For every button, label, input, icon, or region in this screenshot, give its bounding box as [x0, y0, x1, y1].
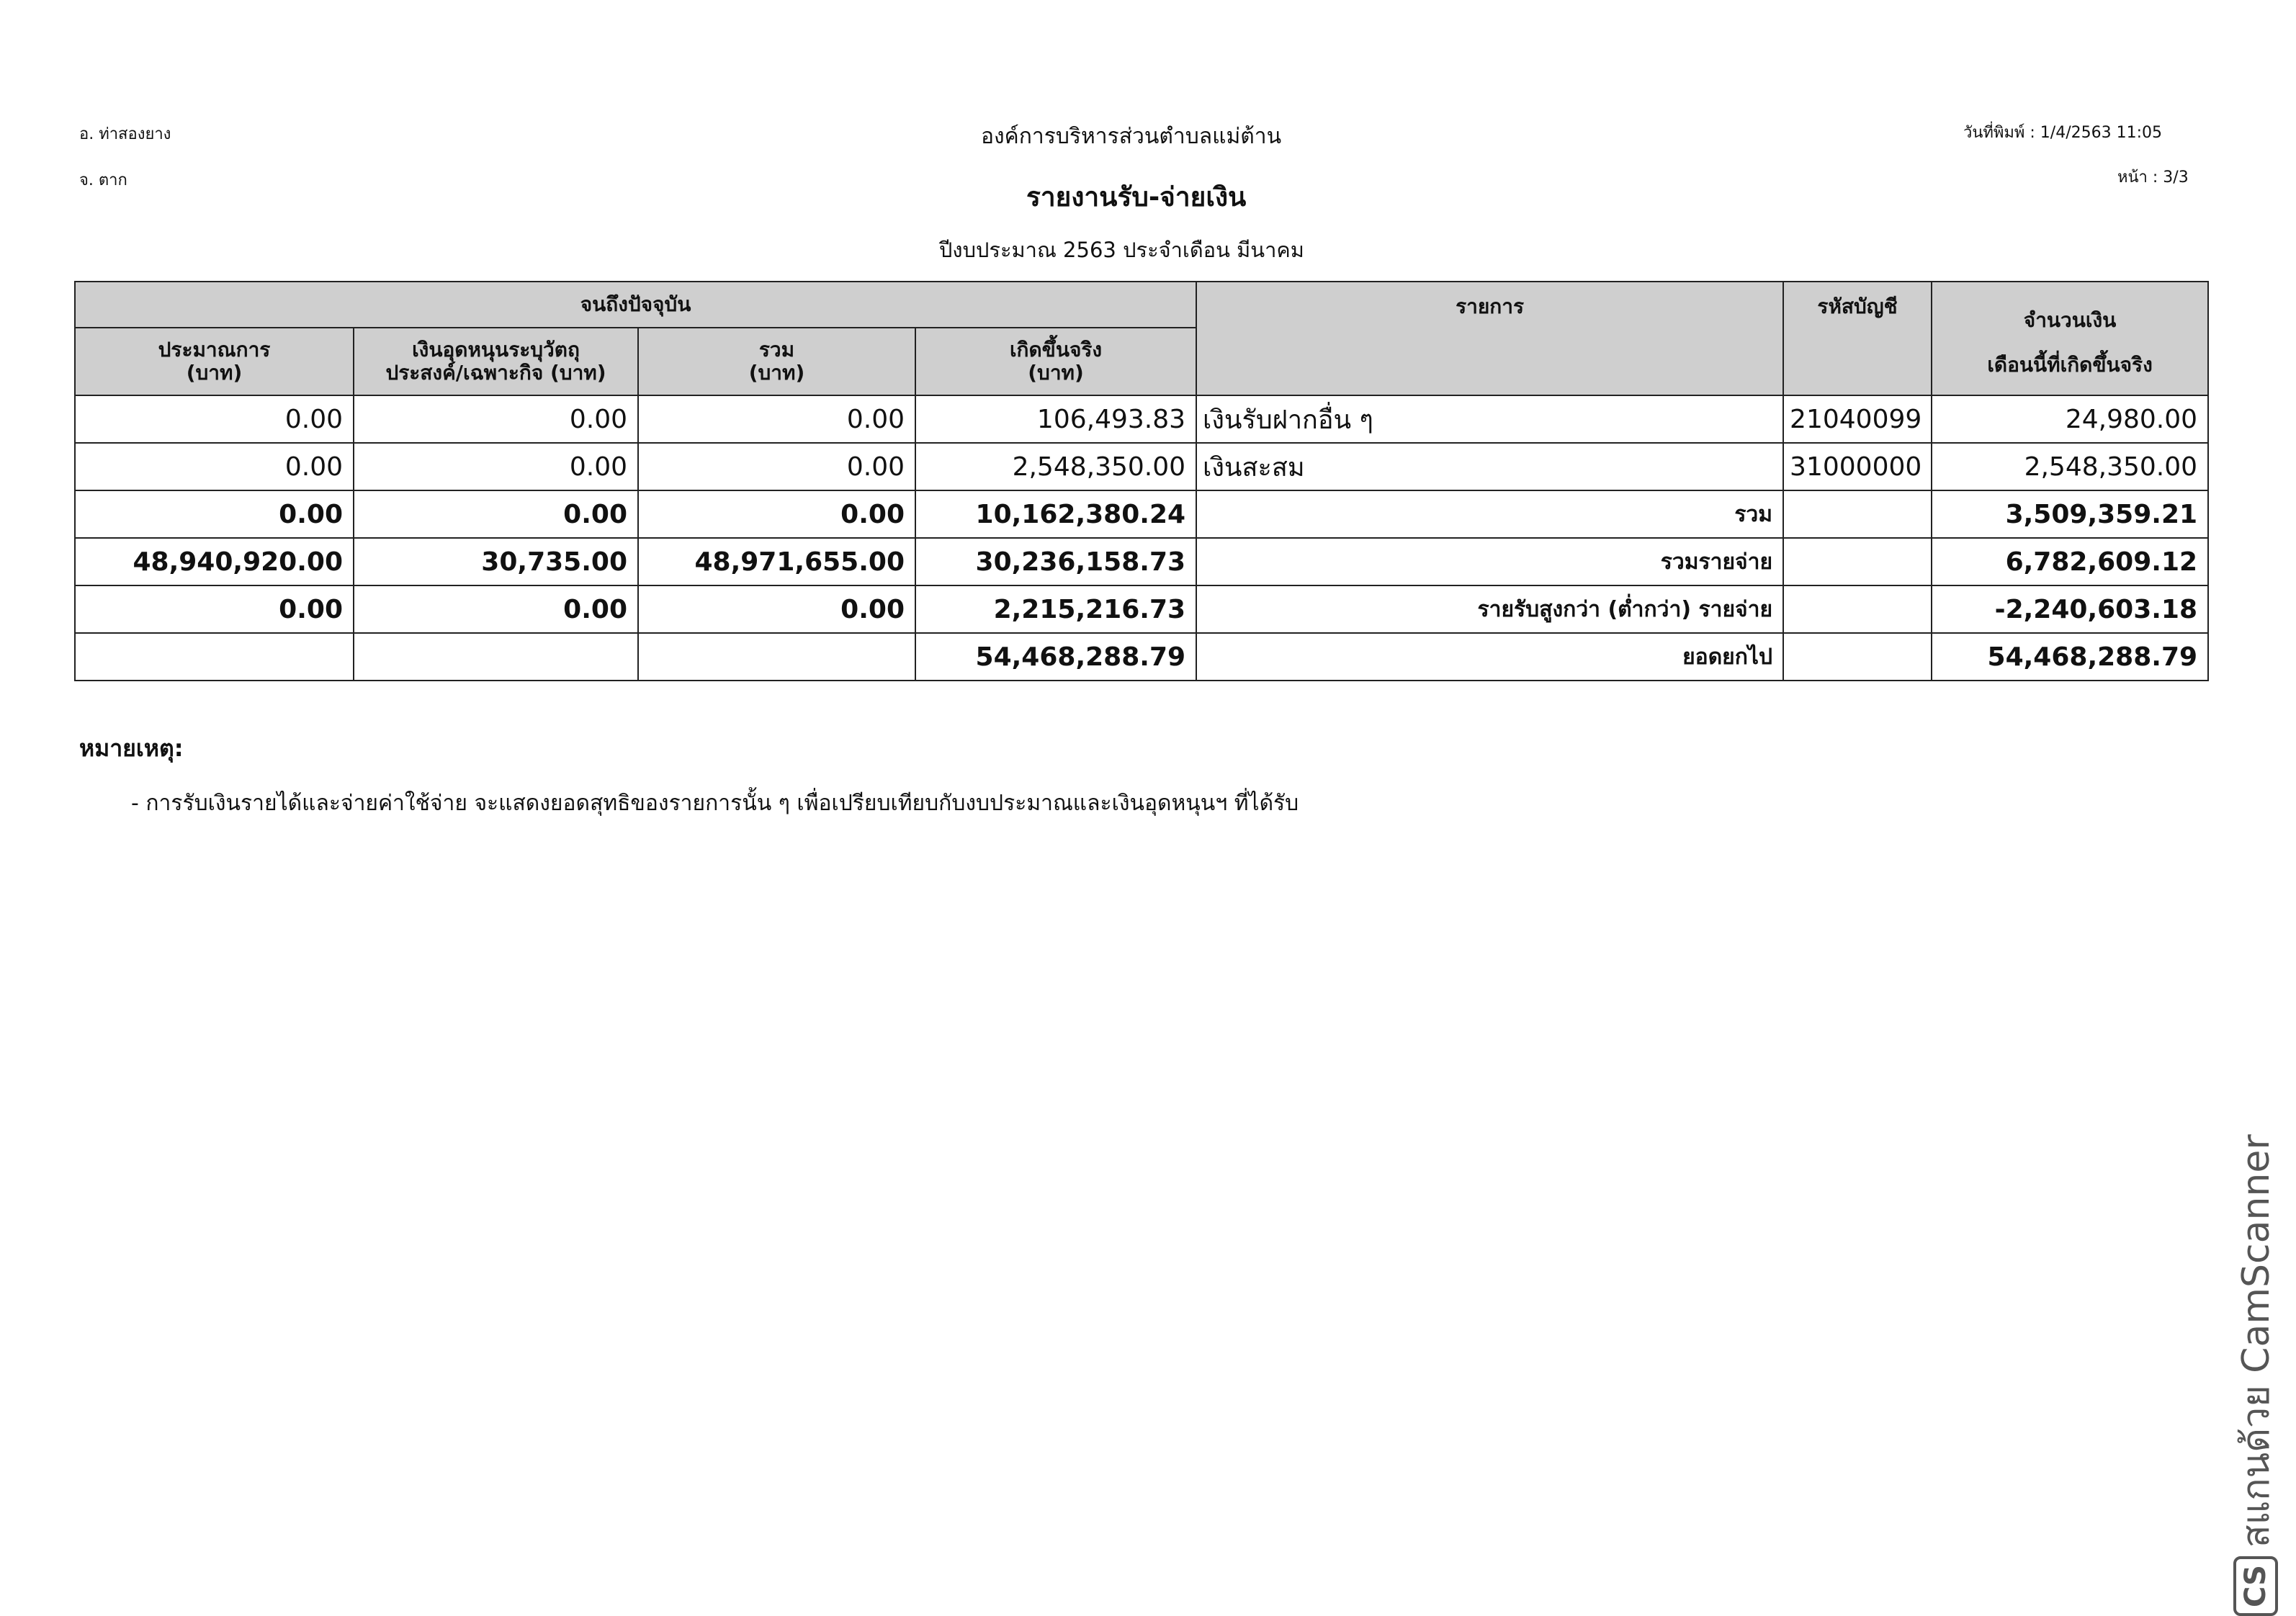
- table-row: [75, 585, 2208, 633]
- actual-cell: 54,468,288.79: [915, 633, 1196, 681]
- account-cell: [1783, 538, 1932, 585]
- estimate-cell: 0.00: [75, 443, 354, 490]
- col-subsidy-line1: เงินอุดหนุนระบุวัตถุ: [412, 338, 580, 362]
- actual-cell: 10,162,380.24: [915, 490, 1196, 538]
- col-estimate-header: [75, 328, 354, 395]
- total-cell: 0.00: [638, 490, 915, 538]
- camscanner-text: สแกนด้วย CamScanner: [2235, 1134, 2278, 1548]
- report-title: รายงานรับ-จ่ายเงิน: [1026, 181, 1247, 212]
- amount-cell: 3,509,359.21: [1932, 490, 2208, 538]
- item-cell: เงินสะสม: [1196, 443, 1783, 490]
- page-number: หน้า : 3/3: [2117, 169, 2189, 187]
- print-date: วันที่พิมพ์ : 1/4/2563 11:05: [1963, 124, 2162, 142]
- item-cell: ยอดยกไป: [1196, 633, 1783, 681]
- estimate-cell: [75, 633, 354, 681]
- report-table: [74, 281, 2209, 681]
- col-total-line2: (บาท): [748, 361, 805, 385]
- table-row: [75, 633, 2208, 681]
- actual-cell: 2,548,350.00: [915, 443, 1196, 490]
- col-subsidy-header: [354, 328, 638, 395]
- table-row: [75, 395, 2208, 443]
- col-amount-line1: จำนวนเงิน: [2023, 308, 2117, 332]
- col-account-header: รหัสบัญชี: [1783, 282, 1932, 395]
- total-cell: 48,971,655.00: [638, 538, 915, 585]
- table-row: [75, 538, 2208, 585]
- estimate-cell: 0.00: [75, 585, 354, 633]
- subsidy-cell: [354, 633, 638, 681]
- subsidy-cell: 0.00: [354, 490, 638, 538]
- item-cell: รวม: [1196, 490, 1783, 538]
- district-label: อ. ท่าสองยาง: [79, 125, 171, 143]
- estimate-cell: 48,940,920.00: [75, 538, 354, 585]
- col-actual-line1: เกิดขึ้นจริง: [1009, 338, 1103, 362]
- report-subtitle: ปีงบประมาณ 2563 ประจำเดือน มีนาคม: [939, 238, 1304, 262]
- col-amount-line2: เดือนนี้ที่เกิดขึ้นจริง: [1987, 353, 2153, 377]
- account-cell: [1783, 585, 1932, 633]
- amount-cell: 6,782,609.12: [1932, 538, 2208, 585]
- col-estimate-line1: ประมาณการ: [158, 338, 271, 362]
- organization-name: องค์การบริหารส่วนตำบลแม่ต้าน: [981, 124, 1282, 149]
- col-subsidy-line2: ประสงค์/เฉพาะกิจ (บาท): [385, 361, 606, 385]
- col-total-line1: รวม: [758, 338, 795, 362]
- amount-cell: 54,468,288.79: [1932, 633, 2208, 681]
- item-cell: รายรับสูงกว่า (ต่ำกว่า) รายจ่าย: [1196, 585, 1783, 633]
- account-cell: 31000000: [1783, 443, 1932, 490]
- total-cell: 0.00: [638, 585, 915, 633]
- subsidy-cell: 30,735.00: [354, 538, 638, 585]
- account-cell: [1783, 490, 1932, 538]
- col-total-header: [638, 328, 915, 395]
- table-row: [75, 490, 2208, 538]
- estimate-cell: 0.00: [75, 395, 354, 443]
- col-item-header: รายการ: [1196, 282, 1783, 395]
- group-header-to-date: จนถึงปัจจุบัน: [75, 282, 1196, 328]
- estimate-cell: 0.00: [75, 490, 354, 538]
- item-cell: เงินรับฝากอื่น ๆ: [1196, 395, 1783, 443]
- camscanner-logo-icon: CS: [2233, 1556, 2278, 1616]
- province-label: จ. ตาก: [79, 171, 127, 189]
- subsidy-cell: 0.00: [354, 443, 638, 490]
- actual-cell: 30,236,158.73: [915, 538, 1196, 585]
- total-cell: 0.00: [638, 395, 915, 443]
- total-cell: 0.00: [638, 443, 915, 490]
- account-cell: [1783, 633, 1932, 681]
- header-row-1: [75, 282, 2208, 328]
- col-actual-header: [915, 328, 1196, 395]
- notes-title: หมายเหตุ:: [79, 735, 184, 762]
- amount-cell: -2,240,603.18: [1932, 585, 2208, 633]
- account-cell: 21040099: [1783, 395, 1932, 443]
- subsidy-cell: 0.00: [354, 585, 638, 633]
- camscanner-watermark: [2225, 1134, 2285, 1616]
- total-cell: [638, 633, 915, 681]
- item-cell: รวมรายจ่าย: [1196, 538, 1783, 585]
- actual-cell: 106,493.83: [915, 395, 1196, 443]
- col-actual-line2: (บาท): [1028, 361, 1084, 385]
- col-estimate-line2: (บาท): [186, 361, 243, 385]
- actual-cell: 2,215,216.73: [915, 585, 1196, 633]
- amount-cell: 2,548,350.00: [1932, 443, 2208, 490]
- subsidy-cell: 0.00: [354, 395, 638, 443]
- amount-cell: 24,980.00: [1932, 395, 2208, 443]
- table-row: [75, 443, 2208, 490]
- notes-text: - การรับเงินรายได้และจ่ายค่าใช้จ่าย จะแสดงยอดสุทธิของรายการนั้น ๆ เพื่อเปรียบเทียบกับงบประมาณและเงินอุดหนุนฯ ที่ได้รับ: [131, 791, 1299, 816]
- col-amount-header: [1932, 282, 2208, 395]
